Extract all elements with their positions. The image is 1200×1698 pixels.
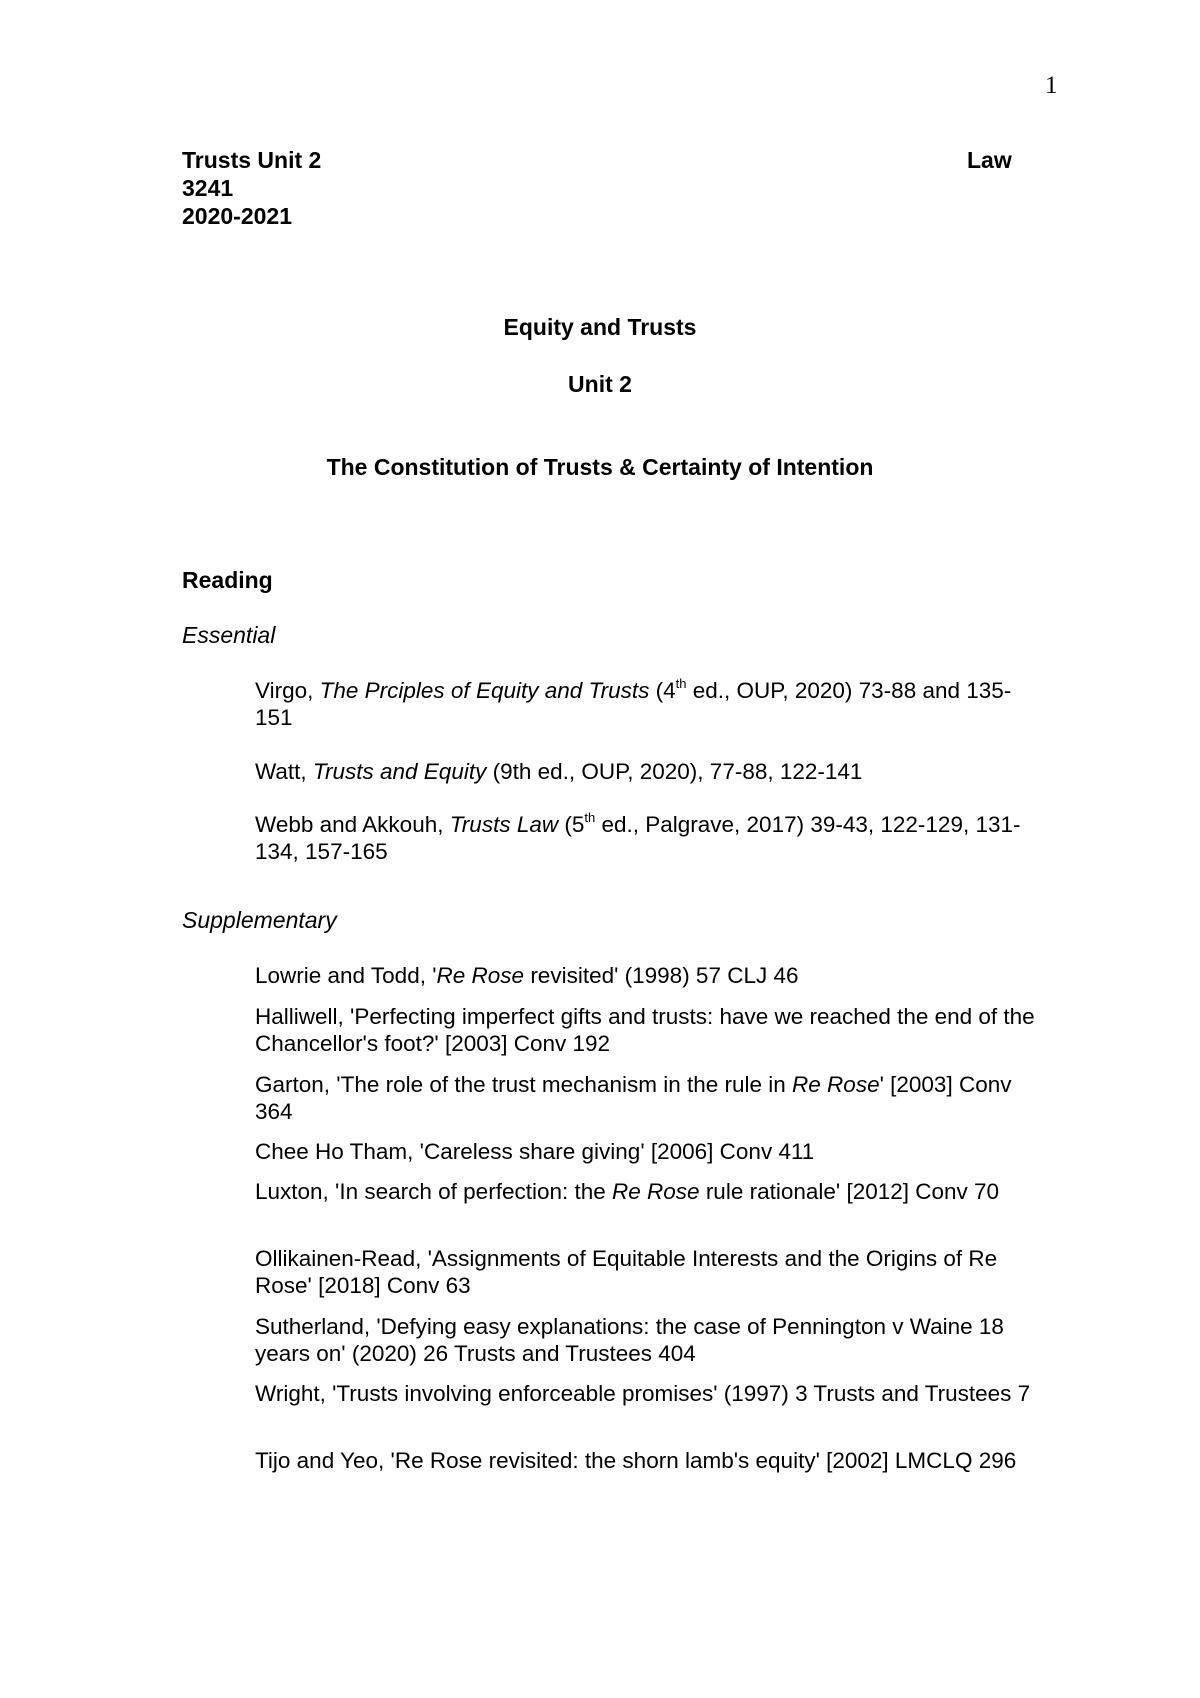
supplementary-reading-item: Wright, 'Trusts involving enforceable promises' (1997) 3 Trusts and Trustees 7: [255, 1381, 1031, 1406]
supplementary-reading-item: Tijo and Yeo, 'Re Rose revisited: the shorn lamb's equity' [2002] LMCLQ 296: [255, 1448, 1017, 1473]
supplementary-reading-item: Sutherland, 'Defying easy explanations: the case of Pennington v Waine 18 years on' (2020) 26 Trusts and Trustees 404: [255, 1314, 1004, 1366]
supplementary-reading-item: Ollikainen-Read, 'Assignments of Equitable Interests and the Origins of Re Rose' [2018] Conv 63: [255, 1246, 998, 1298]
essential-reading-item: Virgo, The Prciples of Equity and Trusts (4th ed., OUP, 2020) 73-88 and 135-151: [255, 675, 1012, 730]
reading-heading: Reading: [182, 567, 273, 593]
supplementary-reading-item: Chee Ho Tham, 'Careless share giving' [2006] Conv 411: [255, 1139, 815, 1164]
header-law: Law: [967, 147, 1012, 173]
essential-reading-item: Watt, Trusts and Equity (9th ed., OUP, 2020), 77-88, 122-141: [255, 759, 863, 784]
supplementary-heading: Supplementary: [182, 907, 337, 933]
header-unit: Trusts Unit 2: [182, 147, 322, 173]
course-title: Equity and Trusts: [503, 314, 697, 340]
topic-title: The Constitution of Trusts & Certainty of Intention: [326, 454, 874, 480]
supplementary-reading-item: Garton, 'The role of the trust mechanism in the rule in Re Rose' [2003] Conv 364: [255, 1072, 1012, 1124]
header-year: 2020-2021: [182, 203, 292, 229]
essential-heading: Essential: [182, 622, 276, 648]
unit-title: Unit 2: [568, 371, 632, 397]
supplementary-reading-item: Halliwell, 'Perfecting imperfect gifts and trusts: have we reached the end of the Chancellor's foot?' [2003] Conv 192: [255, 1004, 1035, 1056]
supplementary-reading-item: Lowrie and Todd, 'Re Rose revisited' (1998) 57 CLJ 46: [255, 963, 799, 988]
supplementary-reading-item: Luxton, 'In search of perfection: the Re Rose rule rationale' [2012] Conv 70: [255, 1179, 1000, 1204]
essential-reading-item: Webb and Akkouh, Trusts Law (5th ed., Palgrave, 2017) 39-43, 122-129, 131-134, 157-165: [255, 809, 1021, 864]
header-course-code: 3241: [182, 175, 234, 201]
page-number: 1: [1045, 72, 1058, 99]
